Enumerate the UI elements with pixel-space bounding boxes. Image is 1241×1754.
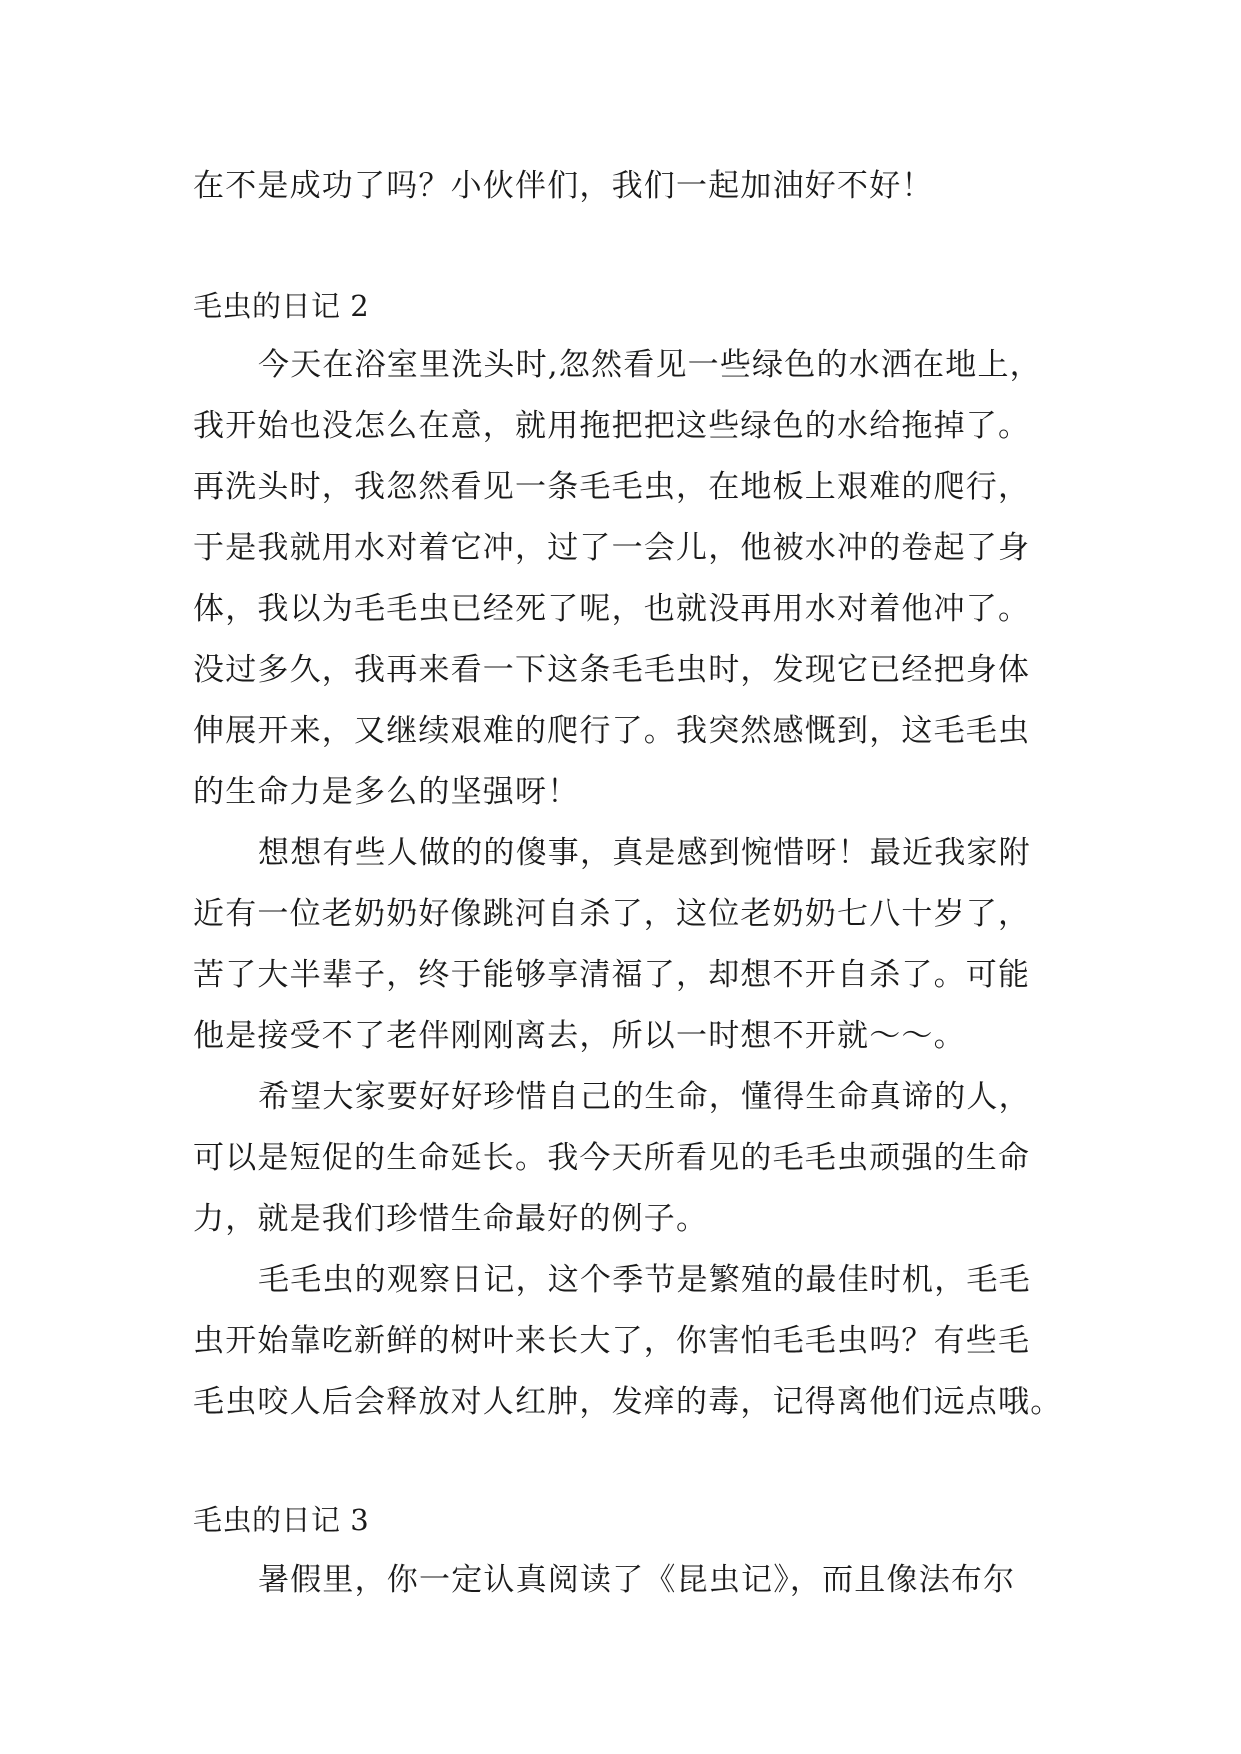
text-line: 近有一位老奶奶好像跳河自杀了，这位老奶奶七八十岁了， (193, 896, 1031, 932)
text-line: 毛毛虫的观察日记，这个季节是繁殖的最佳时机，毛毛 (258, 1262, 1031, 1298)
text-line: 他是接受不了老伴刚刚离去，所以一时想不开就～～。 (193, 1018, 966, 1054)
text-line: 可以是短促的生命延长。我今天所看见的毛毛虫顽强的生命 (193, 1140, 1031, 1176)
text-line: 体，我以为毛毛虫已经死了呢，也就没再用水对着他冲了。 (193, 591, 1031, 627)
text-line: 苦了大半辈子，终于能够享清福了，却想不开自杀了。可能 (193, 957, 1031, 993)
text-line: 想想有些人做的的傻事，真是感到惋惜呀！最近我家附 (258, 835, 1031, 871)
text-line: 再洗头时，我忽然看见一条毛毛虫，在地板上艰难的爬行， (193, 469, 1031, 505)
section-heading: 毛虫的日记 2 (193, 289, 370, 323)
text-line: 力，就是我们珍惜生命最好的例子。 (193, 1201, 709, 1237)
text-line: 今天在浴室里洗头时,忽然看见一些绿色的水洒在地上， (258, 347, 1042, 383)
text-line: 的生命力是多么的坚强呀！ (193, 774, 580, 810)
text-line: 没过多久，我再来看一下这条毛毛虫时，发现它已经把身体 (193, 652, 1031, 688)
text-line: 希望大家要好好珍惜自己的生命，懂得生命真谛的人， (258, 1079, 1031, 1115)
section-heading: 毛虫的日记 3 (193, 1503, 370, 1537)
text-line: 我开始也没怎么在意，就用拖把把这些绿色的水给拖掉了。 (193, 408, 1031, 444)
text-line: 毛虫咬人后会释放对人红肿，发痒的毒，记得离他们远点哦。 (193, 1384, 1063, 1420)
text-line: 伸展开来，又继续艰难的爬行了。我突然感慨到，这毛毛虫 (193, 713, 1031, 749)
text-line: 于是我就用水对着它冲，过了一会儿，他被水冲的卷起了身 (193, 530, 1031, 566)
text-line: 在不是成功了吗？小伙伴们，我们一起加油好不好！ (193, 168, 934, 204)
text-line: 虫开始靠吃新鲜的树叶来长大了，你害怕毛毛虫吗？有些毛 (193, 1323, 1031, 1359)
text-line: 暑假里，你一定认真阅读了《昆虫记》，而且像法布尔 (258, 1562, 1016, 1598)
